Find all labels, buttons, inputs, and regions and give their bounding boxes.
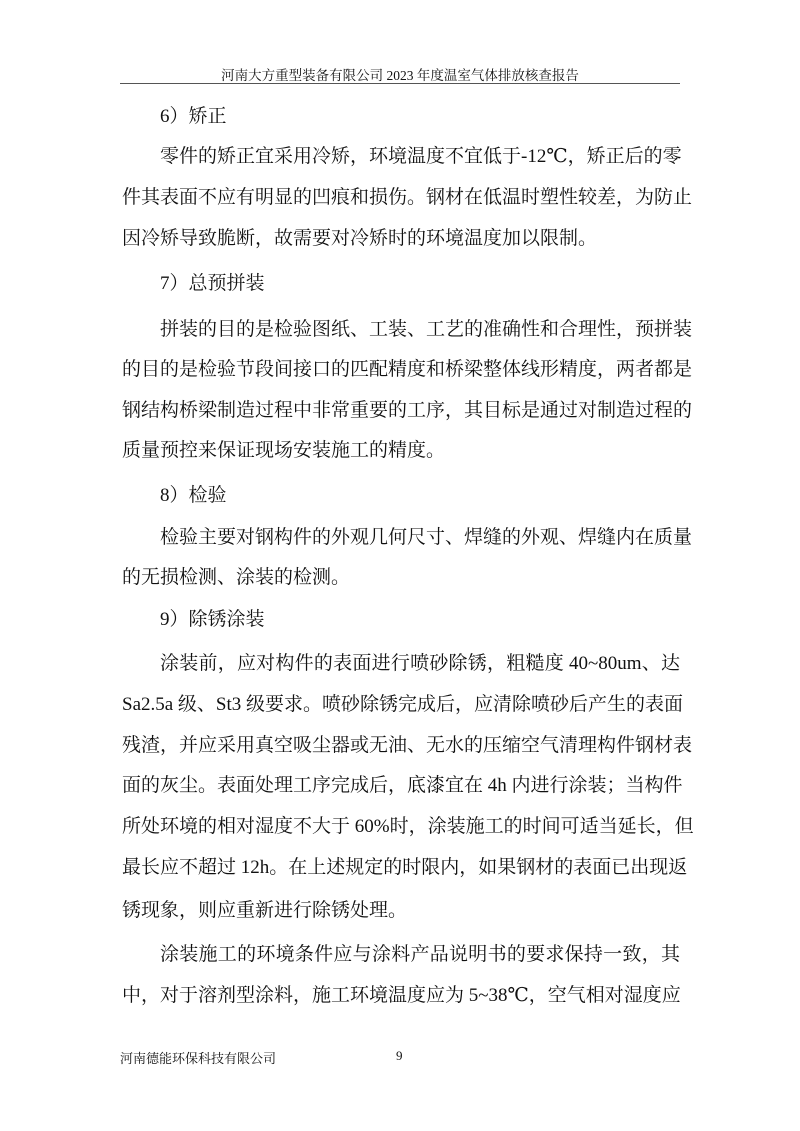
paragraph-line: 所处环境的相对湿度不大于 60%时，涂装施工的时间可适当延长，但 <box>122 816 694 837</box>
paragraph-line: 因冷矫导致脆断，故需要对冷矫时的环境温度加以限制。 <box>122 228 598 249</box>
paragraph-line: 的无损检测、涂装的检测。 <box>122 567 351 588</box>
paragraph-line: 锈现象，则应重新进行除锈处理。 <box>122 900 408 921</box>
paragraph-line: 残渣，并应采用真空吸尘器或无油、无水的压缩空气清理构件钢材表 <box>122 735 693 756</box>
paragraph-line: 的目的是检验节段间接口的匹配精度和桥梁整体线形精度，两者都是 <box>122 359 693 380</box>
paragraph-line: 检验主要对钢构件的外观几何尺寸、焊缝的外观、焊缝内在质量 <box>160 527 693 548</box>
page-number: 9 <box>396 1048 403 1063</box>
paragraph-line: 涂装施工的环境条件应与涂料产品说明书的要求保持一致，其 <box>160 944 680 965</box>
paragraph-line: 钢结构桥梁制造过程中非常重要的工序，其目标是通过对制造过程的 <box>122 400 693 421</box>
paragraph-line: 涂装前，应对构件的表面进行喷砂除锈，粗糙度 40~80um、达 <box>160 653 680 674</box>
paragraph-line: 零件的矫正宜采用冷矫，环境温度不宜低于-12℃，矫正后的零 <box>160 146 682 167</box>
paragraph-line: 中，对于溶剂型涂料，施工环境温度应为 5~38℃，空气相对湿度应 <box>122 985 681 1006</box>
header-rule <box>120 83 680 84</box>
section-heading: 9）除锈涂装 <box>160 609 265 630</box>
section-heading: 7）总预拼装 <box>160 273 265 294</box>
paragraph-line: 最长应不超过 12h。在上述规定的时限内，如果钢材的表面已出现返 <box>122 857 688 878</box>
paragraph-line: 拼装的目的是检验图纸、工装、工艺的准确性和合理性，预拼装 <box>160 319 693 340</box>
section-heading: 6）矫正 <box>160 106 227 127</box>
paragraph-line: 件其表面不应有明显的凹痕和损伤。钢材在低温时塑性较差，为防止 <box>122 187 693 208</box>
section-heading: 8）检验 <box>160 485 227 506</box>
paragraph-line: Sa2.5a 级、St3 级要求。喷砂除锈完成后，应清除喷砂后产生的表面 <box>122 694 684 715</box>
paragraph-line: 质量预控来保证现场安装施工的精度。 <box>122 440 446 461</box>
footer-company: 河南德能环保科技有限公司 <box>120 1051 277 1066</box>
paragraph-line: 面的灰尘。表面处理工序完成后，底漆宜在 4h 内进行涂装；当构件 <box>122 775 683 796</box>
running-header: 河南大方重型装备有限公司 2023 年度温室气体排放核查报告 <box>221 68 579 83</box>
